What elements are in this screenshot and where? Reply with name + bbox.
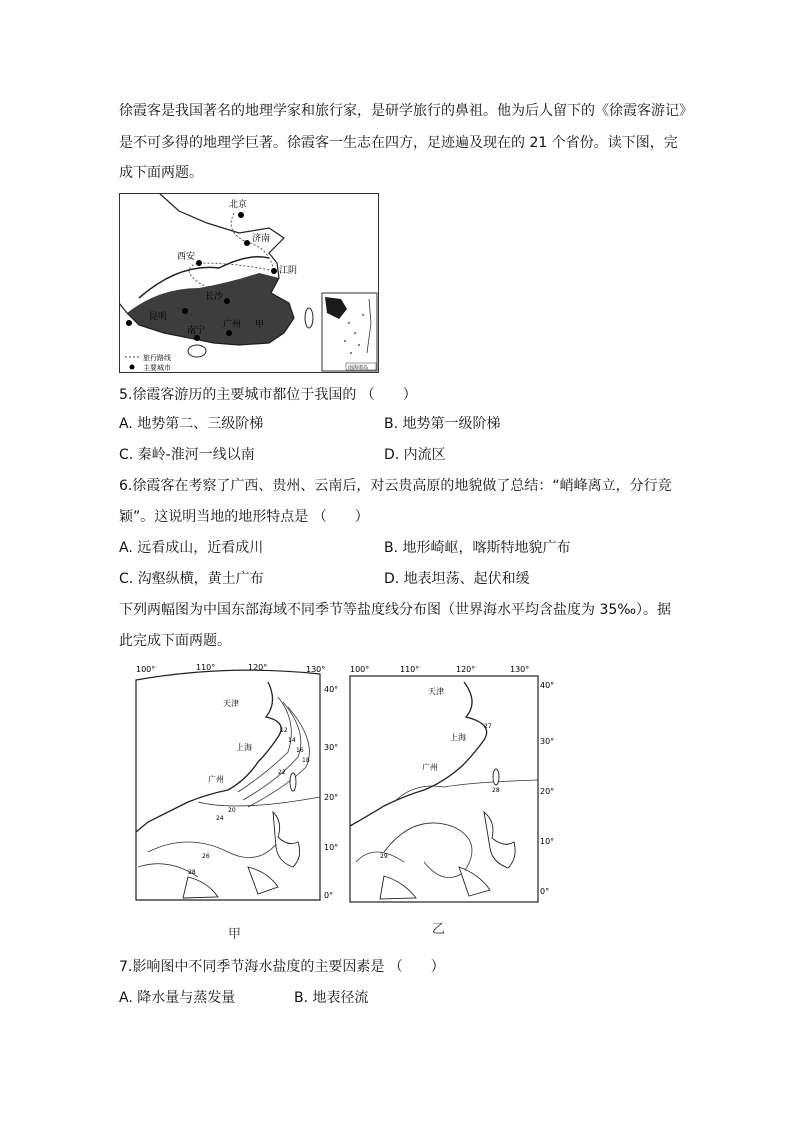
jia-lat-0: 0° xyxy=(324,891,334,900)
marker-jia: 甲 xyxy=(255,320,265,330)
caption-jia: 甲 xyxy=(228,927,242,942)
q7-option-a[interactable]: A. 降水量与蒸发量 xyxy=(119,990,236,1006)
jia-city-guangzhou: 广州 xyxy=(208,775,224,784)
city-jinan: 济南 xyxy=(252,234,271,244)
yi-lat-10: 10° xyxy=(540,837,555,846)
city-xian: 西安 xyxy=(177,252,196,262)
q7-option-b[interactable]: B. 地表径流 xyxy=(294,990,369,1006)
jia-iso-24: 24 xyxy=(216,815,224,822)
yi-iso-29: 29 xyxy=(380,853,388,860)
jia-iso-20: 20 xyxy=(228,807,236,814)
intro-line-2: 是不可多得的地理学巨著。徐霞客一生志在四方，足迹遍及现在的 21 个省份。读下图，完 xyxy=(119,135,678,151)
yi-lat-20: 20° xyxy=(540,787,555,796)
yi-city-tianjin: 天津 xyxy=(428,687,444,696)
city-changsha: 长沙 xyxy=(205,292,224,302)
yi-lon-120: 120° xyxy=(456,665,476,674)
yi-lon-100: 100° xyxy=(350,665,370,674)
yi-lon-130: 130° xyxy=(510,665,530,674)
q6-option-c[interactable]: C. 沟壑纵横，黄土广布 xyxy=(119,571,264,587)
q5-option-c[interactable]: C. 秦岭-淮河一线以南 xyxy=(119,447,255,463)
jia-lat-10: 10° xyxy=(324,843,339,852)
yi-lat-0: 0° xyxy=(540,887,550,896)
jia-iso-16: 16 xyxy=(296,747,304,754)
intro-line-1: 徐霞客是我国著名的地理学家和旅行家，是研学旅行的鼻祖。他为后人留下的《徐霞客游记》 xyxy=(119,103,693,119)
legend-route: 旅行路线 xyxy=(143,354,171,362)
city-jiangyin: 江阴 xyxy=(279,266,298,276)
yi-city-shanghai: 上海 xyxy=(450,733,466,742)
jia-iso-14: 14 xyxy=(288,737,296,744)
yi-city-guangzhou: 广州 xyxy=(422,763,438,772)
yi-lat-40: 40° xyxy=(540,681,555,690)
jia-iso-18: 18 xyxy=(302,757,310,764)
intro2-line-1: 下列两幅图为中国东部海域不同季节等盐度线分布图（世界海水平均含盐度为 35‰）。据 xyxy=(119,602,672,618)
jia-iso-26: 26 xyxy=(202,853,210,860)
q5-option-b[interactable]: B. 地势第一级阶梯 xyxy=(384,416,501,432)
city-nanning: 南宁 xyxy=(187,326,206,336)
jia-lon-110: 110° xyxy=(196,663,216,672)
intro-line-3: 成下面两题。 xyxy=(119,165,203,181)
city-beijing: 北京 xyxy=(229,200,248,210)
salinity-map-jia xyxy=(128,662,340,920)
jia-city-shanghai: 上海 xyxy=(236,743,252,752)
q6-option-d[interactable]: D. 地表坦荡、起伏和缓 xyxy=(384,571,530,587)
travel-route-map xyxy=(119,193,379,373)
q6-stem-line-2: 颖”。这说明当地的地形特点是 （ ） xyxy=(119,509,369,525)
q6-option-a[interactable]: A. 远看成山，近看成川 xyxy=(119,540,264,556)
q5-option-d[interactable]: D. 内流区 xyxy=(384,447,446,463)
q5-option-a[interactable]: A. 地势第二、三级阶梯 xyxy=(119,416,264,432)
yi-iso-27: 27 xyxy=(484,723,492,730)
jia-iso-22: 22 xyxy=(278,769,286,776)
jia-lon-130: 130° xyxy=(306,665,326,674)
jia-lat-40: 40° xyxy=(324,685,339,694)
intro2-line-2: 此完成下面两题。 xyxy=(119,633,231,649)
q7-stem: 7.影响图中不同季节海水盐度的主要因素是 （ ） xyxy=(119,959,445,975)
yi-iso-28: 28 xyxy=(492,787,500,794)
yi-lat-30: 30° xyxy=(540,737,555,746)
legend-city: 主要城市 xyxy=(143,364,171,372)
salinity-map-yi xyxy=(344,662,558,920)
jia-iso-28: 28 xyxy=(188,869,196,876)
jia-city-tianjin: 天津 xyxy=(223,699,239,708)
jia-lon-120: 120° xyxy=(248,663,268,672)
jia-lat-30: 30° xyxy=(324,743,339,752)
city-kunming: 昆明 xyxy=(149,312,168,322)
yi-lon-110: 110° xyxy=(400,665,420,674)
jia-iso-12: 12 xyxy=(280,727,288,734)
jia-lat-20: 20° xyxy=(324,793,339,802)
q6-stem-line-1: 6.徐霞客在考察了广西、贵州、云南后，对云贵高原的地貌做了总结：“峭峰离立，分行竞 xyxy=(119,478,672,494)
city-guangzhou: 广州 xyxy=(223,320,242,330)
q5-stem: 5.徐霞客游历的主要城市都位于我国的 （ ） xyxy=(119,387,417,403)
inset-label: 南海诸岛 xyxy=(348,365,369,371)
caption-yi: 乙 xyxy=(432,922,446,937)
q6-option-b[interactable]: B. 地形崎岖，喀斯特地貌广布 xyxy=(384,540,571,556)
jia-lon-100: 100° xyxy=(136,665,156,674)
